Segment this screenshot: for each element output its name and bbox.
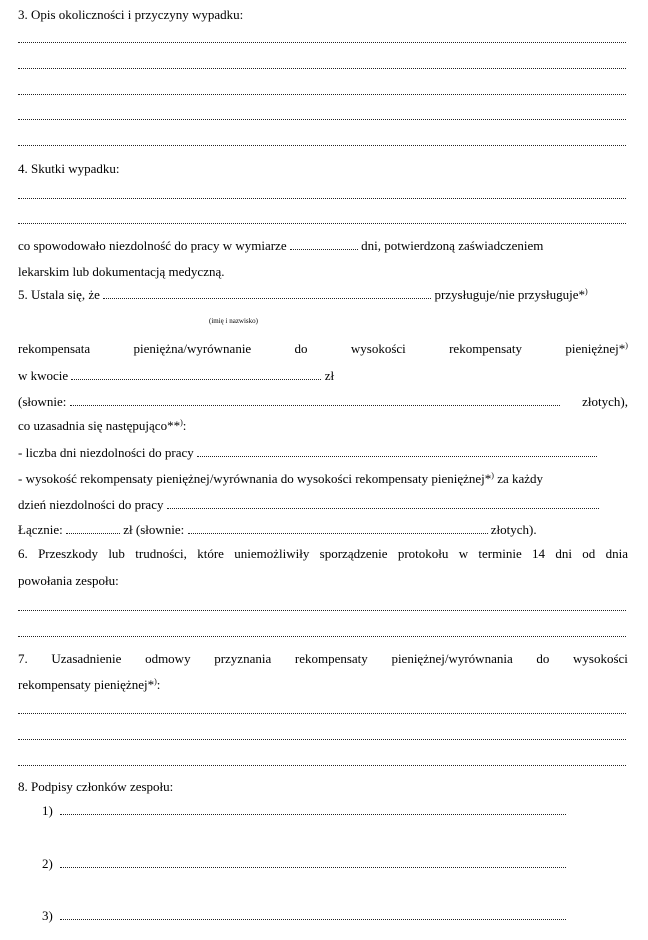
section-5-words-line: (słownie: złotych),: [18, 394, 628, 409]
section-6-line-2[interactable]: [18, 636, 626, 637]
section-3-line-4[interactable]: [18, 119, 626, 120]
signature-field-2[interactable]: [60, 856, 566, 868]
total-amount-field[interactable]: [66, 522, 120, 534]
days-count-field[interactable]: [290, 238, 358, 250]
section-5-days-line: - liczba dni niezdolności do pracy: [18, 445, 597, 461]
section-3-line-1[interactable]: [18, 42, 626, 43]
section-5-amount-line: w kwocie zł: [18, 368, 335, 383]
section-7-line-3[interactable]: [18, 765, 626, 766]
person-name-field[interactable]: [103, 287, 431, 299]
section-3-line-3[interactable]: [18, 94, 626, 95]
name-hint: (imię i nazwisko): [209, 317, 258, 325]
section-3-line-2[interactable]: [18, 68, 626, 69]
signature-row-3: 3): [42, 908, 566, 924]
section-4-duration-line: co spowodowało niezdolność do pracy w wymiarze dni, potwierdzoną zaświadczeniem: [18, 238, 544, 253]
sick-days-field[interactable]: [197, 445, 597, 457]
section-4-line-2[interactable]: [18, 223, 626, 224]
signature-row-1: 1): [42, 803, 566, 819]
signature-field-1[interactable]: [60, 803, 566, 815]
total-in-words-field[interactable]: [188, 522, 488, 534]
signature-field-3[interactable]: [60, 908, 566, 920]
section-3-line-5[interactable]: [18, 145, 626, 146]
section-5-daily-amount-line: - wysokość rekompensaty pieniężnej/wyrównania do wysokości rekompensaty pieniężnej*) za każdy: [18, 471, 544, 486]
section-5-per-day-line: dzień niezdolności do pracy: [18, 497, 599, 513]
section-4-certificate-line: lekarskim lub dokumentacją medyczną.: [18, 264, 225, 279]
signature-row-2: 2): [42, 856, 566, 872]
section-6-heading-cont: powołania zespołu:: [18, 573, 119, 588]
section-7-heading: 7. Uzasadnienie odmowy przyznania rekompensaty pieniężnej/wyrównania do wysokości: [18, 651, 628, 666]
section-8-heading: 8. Podpisy członków zespołu:: [18, 779, 174, 794]
per-day-amount-field[interactable]: [167, 497, 599, 509]
section-7-heading-cont: rekompensaty pieniężnej*):: [18, 677, 161, 692]
section-4-heading: 4. Skutki wypadku:: [18, 161, 120, 176]
section-5-line-1: 5. Ustala się, że przysługuje/nie przysługuje*): [18, 287, 588, 302]
section-5-justification: co uzasadnia się następująco**):: [18, 418, 187, 433]
section-5-line-2: rekompensata pieniężna/wyrównanie do wysokości rekompensaty pieniężnej*): [18, 341, 628, 356]
amount-field[interactable]: [71, 368, 321, 380]
section-4-line-1[interactable]: [18, 198, 626, 199]
amount-in-words-field[interactable]: [70, 394, 560, 406]
section-6-heading: 6. Przeszkody lub trudności, które uniemożliwiły sporządzenie protokołu w terminie 14 dni od dnia: [18, 546, 628, 561]
section-7-line-2[interactable]: [18, 739, 626, 740]
section-7-line-1[interactable]: [18, 713, 626, 714]
section-5-total-line: Łącznie: zł (słownie: złotych).: [18, 522, 537, 537]
section-3-heading: 3. Opis okoliczności i przyczyny wypadku:: [18, 7, 244, 22]
section-6-line-1[interactable]: [18, 610, 626, 611]
